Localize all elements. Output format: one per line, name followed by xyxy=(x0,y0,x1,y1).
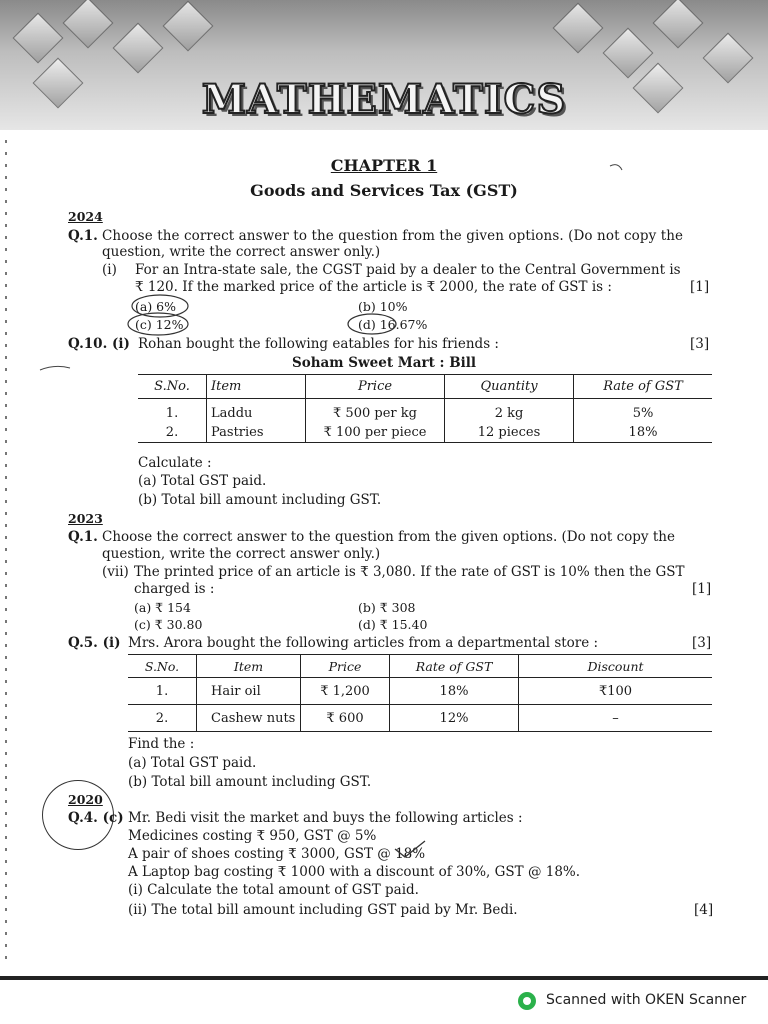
year-2023: 2023 xyxy=(68,511,103,526)
pattern-tile xyxy=(113,23,164,74)
header-banner xyxy=(0,0,768,130)
q1-sub-label-2023: (vii) xyxy=(102,564,129,580)
table-cell: 12% xyxy=(390,705,519,732)
q5-part-b: (b) Total bill amount including GST. xyxy=(128,774,372,790)
q1-option-a-2024: (a) 6% xyxy=(135,299,177,314)
pattern-tile xyxy=(13,13,64,64)
table-cell: 2. xyxy=(128,705,197,732)
table-cell: ₹ 500 per kg xyxy=(306,399,445,424)
year-2020: 2020 xyxy=(68,792,103,807)
q1-line2-2024: question, write the correct answer only.) xyxy=(102,244,381,260)
q4-part-ii: (ii) The total bill amount including GST paid by Mr. Bedi. xyxy=(128,902,518,918)
table-cell: ₹ 1,200 xyxy=(301,678,390,705)
q4-item-2: A pair of shoes costing ₹ 3000, GST @ 18% xyxy=(128,846,426,862)
q1-line1-2024: Choose the correct answer to the question from the given options. (Do not copy the xyxy=(102,228,684,244)
q1-option-d-2024: (d) 16.67% xyxy=(358,317,428,332)
q4-label-2020: Q.4. (c) xyxy=(68,810,124,826)
q1-sub-label-2024: (i) xyxy=(102,262,117,278)
bill-title: Soham Sweet Mart : Bill xyxy=(291,355,476,371)
q4-marks: [4] xyxy=(694,902,714,918)
table-cell: Hair oil xyxy=(197,678,301,705)
pattern-tile xyxy=(63,0,114,48)
table-cell: 18% xyxy=(574,423,713,443)
column-header: Item xyxy=(207,375,306,399)
q1-sub-line1-2023: The printed price of an article is ₹ 3,080. If the rate of GST is 10% then the GST xyxy=(134,564,685,580)
q1-option-a-2023: (a) ₹ 154 xyxy=(134,600,191,615)
q1-option-c-2023: (c) ₹ 30.80 xyxy=(134,617,203,632)
q1-option-d-2023: (d) ₹ 15.40 xyxy=(358,617,428,632)
oken-scanner-logo-icon xyxy=(518,992,536,1010)
q10-text-2024: Rohan bought the following eatables for his friends : xyxy=(138,336,499,352)
table-cell: ₹ 100 per piece xyxy=(306,423,445,443)
q1-line2-2023: question, write the correct answer only.) xyxy=(102,546,381,562)
pattern-tile xyxy=(163,1,214,52)
q4-part-i: (i) Calculate the total amount of GST paid. xyxy=(128,882,419,898)
q1-line1-2023: Choose the correct answer to the question from the given options. (Do not copy the xyxy=(102,529,675,545)
q1-sub-line1-2024: For an Intra-state sale, the CGST paid by a dealer to the Central Government is xyxy=(135,262,681,278)
subject-title: MATHEMATICS xyxy=(201,76,567,123)
q5-marks-2023: [3] xyxy=(692,635,712,651)
q10-marks-2024: [3] xyxy=(690,336,710,352)
q1-option-b-2023: (b) ₹ 308 xyxy=(358,600,416,615)
table-cell: 5% xyxy=(574,399,713,424)
table-cell: 1. xyxy=(128,678,197,705)
q10-part-a: (a) Total GST paid. xyxy=(138,473,267,489)
table-cell: 12 pieces xyxy=(445,423,574,443)
q1-option-c-2024: (c) 12% xyxy=(135,317,184,332)
q1-marks-2024: [1] xyxy=(690,279,710,295)
q1-marks-2023: [1] xyxy=(692,581,712,597)
q5-part-a: (a) Total GST paid. xyxy=(128,755,257,771)
table-cell: Pastries xyxy=(207,423,306,443)
column-header: Rate of GST xyxy=(574,375,713,399)
q1-label-2023: Q.1. xyxy=(68,529,98,545)
column-header: Quantity xyxy=(445,375,574,399)
table-cell: Laddu xyxy=(207,399,306,424)
column-header: S.No. xyxy=(138,375,207,399)
q4-text-2020: Mr. Bedi visit the market and buys the following articles : xyxy=(128,810,523,826)
q10-calculate: Calculate : xyxy=(138,455,212,471)
table-cell: 2. xyxy=(138,423,207,443)
q4-item-1: Medicines costing ₹ 950, GST @ 5% xyxy=(128,828,377,844)
q5-label-2023: Q.5. (i) xyxy=(68,635,121,651)
year-2024: 2024 xyxy=(68,209,103,224)
handwritten-annotations xyxy=(0,130,768,980)
table-cell: ₹ 600 xyxy=(301,705,390,732)
q10-part-b: (b) Total bill amount including GST. xyxy=(138,492,382,508)
column-header: Discount xyxy=(519,655,713,678)
q5-find: Find the : xyxy=(128,736,195,752)
table-cell: ₹100 xyxy=(519,678,713,705)
column-header: Rate of GST xyxy=(390,655,519,678)
scanner-watermark: Scanned with OKEN Scanner xyxy=(546,992,747,1008)
chapter-title: Goods and Services Tax (GST) xyxy=(250,181,518,200)
q1-sub-line2-2024: ₹ 120. If the marked price of the article is ₹ 2000, the rate of GST is : xyxy=(135,279,612,295)
q1-label-2024: Q.1. xyxy=(68,228,98,244)
column-header: Item xyxy=(197,655,301,678)
column-header: Price xyxy=(306,375,445,399)
chapter-number: CHAPTER 1 xyxy=(330,156,438,175)
column-header: S.No. xyxy=(128,655,197,678)
q10-label-2024: Q.10. (i) xyxy=(68,336,130,352)
table-cell: 2 kg xyxy=(445,399,574,424)
column-header: Price xyxy=(301,655,390,678)
q1-option-b-2024: (b) 10% xyxy=(358,299,408,314)
table-cell: 18% xyxy=(390,678,519,705)
q1-sub-line2-2023: charged is : xyxy=(134,581,215,597)
table-cell: Cashew nuts xyxy=(197,705,301,732)
pattern-tile xyxy=(603,28,654,79)
pattern-tile xyxy=(653,0,704,48)
table-cell: 1. xyxy=(165,406,179,421)
q5-text-2023: Mrs. Arora bought the following articles from a departmental store : xyxy=(128,635,599,651)
q4-item-3: A Laptop bag costing ₹ 1000 with a discount of 30%, GST @ 18%. xyxy=(128,864,581,880)
page-content xyxy=(0,130,768,980)
table-cell: – xyxy=(519,705,713,732)
pattern-tile xyxy=(553,3,604,54)
